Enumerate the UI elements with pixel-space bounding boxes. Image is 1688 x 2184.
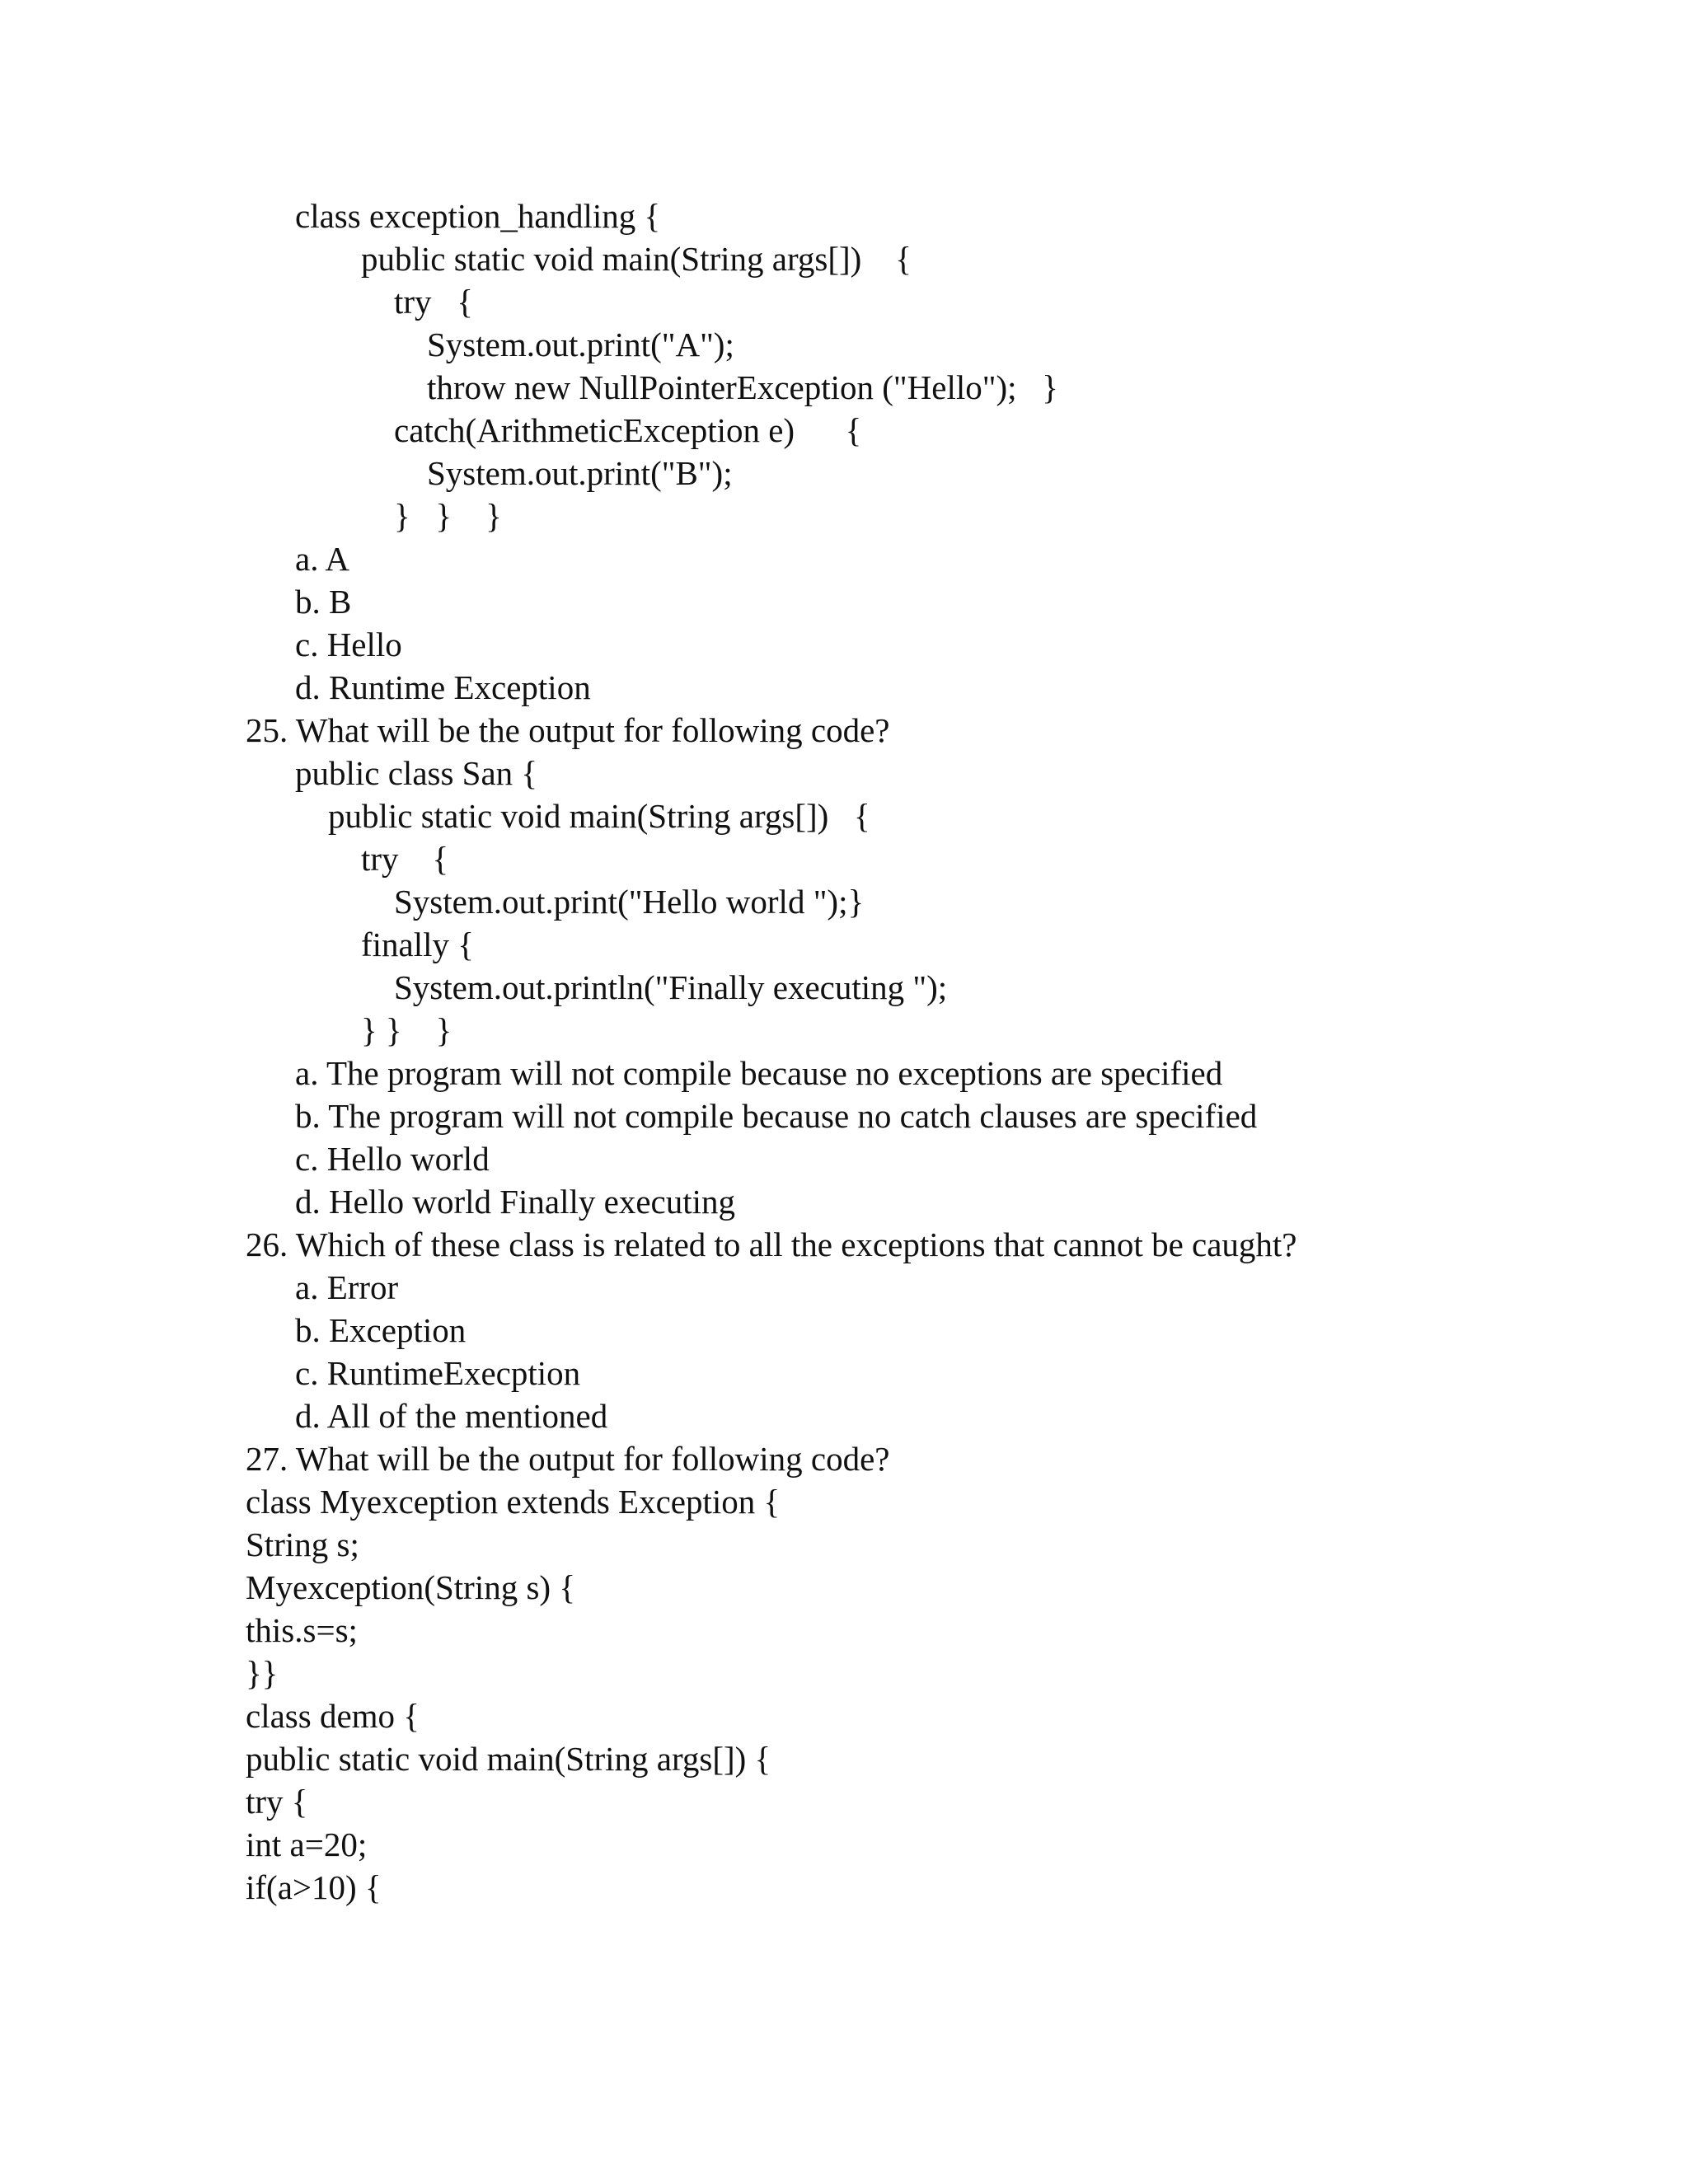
code-line: System.out.print("B"); xyxy=(427,454,733,492)
code-line: this.s=s; xyxy=(246,1611,358,1649)
code-line: class Myexception extends Exception { xyxy=(246,1483,781,1521)
question-26: 26. Which of these class is related to all the exceptions that cannot be caught? xyxy=(246,1226,1297,1263)
code-line: class exception_handling { xyxy=(295,197,661,235)
code-line: try { xyxy=(246,1783,308,1821)
code-line: } } } xyxy=(361,1011,452,1049)
code-line: try { xyxy=(361,840,449,878)
code-line: catch(ArithmeticException e) { xyxy=(394,411,862,449)
option-item: d. Runtime Exception xyxy=(295,668,591,706)
code-line: public static void main(String args[]) { xyxy=(361,240,912,278)
option-item: a. The program will not compile because no exceptions are specified xyxy=(295,1054,1223,1092)
code-line: finally { xyxy=(361,926,474,963)
code-line: System.out.print("Hello world ");} xyxy=(394,883,865,921)
option-item: d. Hello world Finally executing xyxy=(295,1183,736,1221)
code-line: System.out.println("Finally executing "); xyxy=(394,968,948,1006)
code-line: if(a>10) { xyxy=(246,1868,382,1906)
option-item: a. Error xyxy=(295,1268,399,1306)
code-line: Myexception(String s) { xyxy=(246,1568,576,1606)
option-item: d. All of the mentioned xyxy=(295,1397,608,1435)
code-line: public class San { xyxy=(295,754,538,792)
option-item: b. B xyxy=(295,583,352,621)
option-item: c. Hello xyxy=(295,626,402,663)
code-line: class demo { xyxy=(246,1697,420,1735)
code-line: int a=20; xyxy=(246,1825,368,1863)
option-item: c. RuntimeExecption xyxy=(295,1354,581,1392)
option-item: c. Hello world xyxy=(295,1140,490,1178)
code-line: try { xyxy=(394,283,473,321)
code-line: System.out.print("A"); xyxy=(427,326,734,363)
code-line: public static void main(String args[]) { xyxy=(246,1740,771,1778)
question-27: 27. What will be the output for following code? xyxy=(246,1440,890,1478)
code-line: } } } xyxy=(394,497,502,535)
option-item: b. The program will not compile because no catch clauses are specified xyxy=(295,1097,1258,1135)
code-line: public static void main(String args[]) { xyxy=(328,797,870,835)
code-line: String s; xyxy=(246,1526,359,1563)
code-line: throw new NullPointerException ("Hello"); } xyxy=(427,368,1058,406)
option-item: b. Exception xyxy=(295,1311,467,1349)
option-item: a. A xyxy=(295,540,350,578)
code-line: }} xyxy=(246,1654,279,1692)
question-25: 25. What will be the output for following code? xyxy=(246,711,890,749)
